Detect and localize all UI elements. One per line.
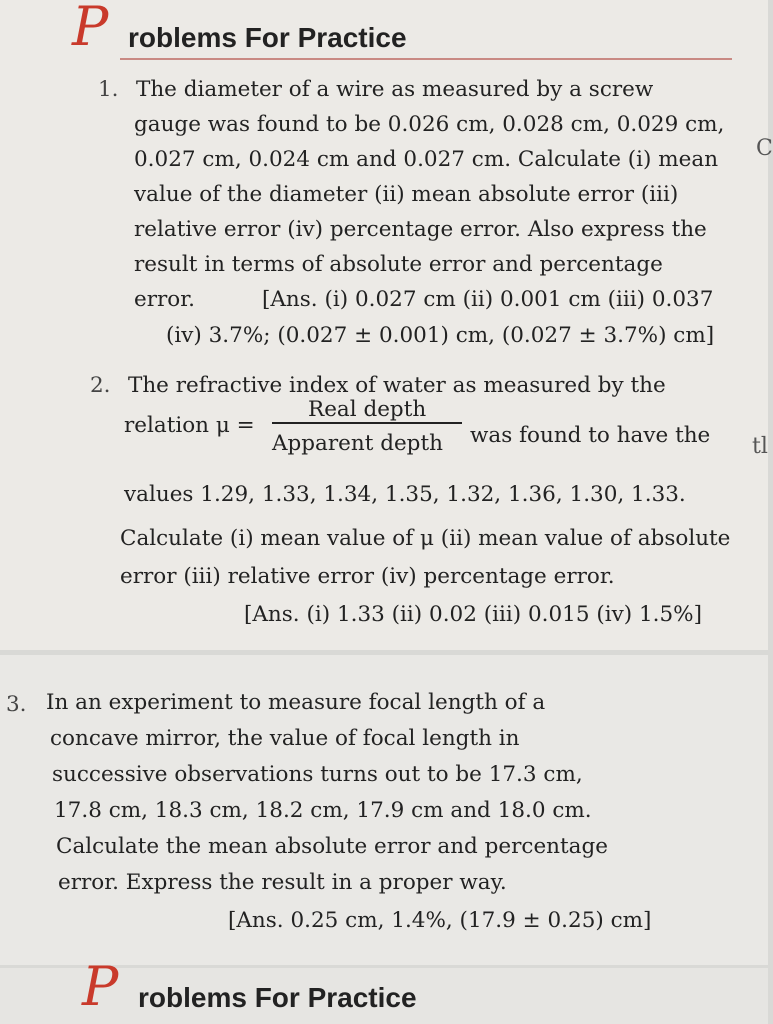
problem-text-line: 17.8 cm, 18.3 cm, 18.2 cm, 17.9 cm and 18.0 cm. — [54, 798, 592, 823]
problem-text-line: relative error (iv) percentage error. Also express the — [134, 217, 707, 242]
problem-text-line: values 1.29, 1.33, 1.34, 1.35, 1.32, 1.36, 1.30, 1.33. — [124, 482, 686, 507]
problem-text-line: gauge was found to be 0.026 cm, 0.028 cm, 0.029 cm, — [134, 112, 725, 137]
page-edge-letter: C — [756, 136, 773, 161]
heading-text: roblems For Practice — [138, 982, 417, 1013]
problem-number: 1. — [98, 77, 119, 102]
answer-line: [Ans. (i) 0.027 cm (ii) 0.001 cm (iii) 0.037 — [262, 287, 714, 312]
fraction-numerator: Real depth — [308, 397, 427, 422]
problem-text-line: was found to have the — [470, 423, 711, 448]
problem-text-line: result in terms of absolute error and percentage — [134, 252, 663, 277]
fraction-denominator: Apparent depth — [272, 431, 443, 456]
problem-text-line: error. — [134, 287, 195, 312]
answer-line: [Ans. 0.25 cm, 1.4%, (17.9 ± 0.25) cm] — [228, 908, 652, 933]
problem-text-line: concave mirror, the value of focal length in — [50, 726, 520, 751]
middle-page-panel — [0, 655, 768, 965]
problem-text-line: successive observations turns out to be 17.3 cm, — [52, 762, 583, 787]
problem-text-line: 0.027 cm, 0.024 cm and 0.027 cm. Calculate (i) mean — [134, 147, 719, 172]
problem-text-line: The refractive index of water as measured by the — [128, 373, 666, 398]
page-edge-letter: tl — [752, 434, 768, 459]
relation-label: relation μ = — [124, 413, 255, 438]
problem-number: 3. — [6, 692, 27, 717]
refractive-index-fraction — [272, 392, 462, 460]
problem-text-line: error (iii) relative error (iv) percentage error. — [120, 564, 615, 589]
heading-underline — [120, 58, 732, 60]
heading-decorative-letter: P — [72, 0, 109, 58]
answer-line: (iv) 3.7%; (0.027 ± 0.001) cm, (0.027 ± 3.7%) cm] — [166, 323, 715, 348]
problem-text-line: Calculate (i) mean value of μ (ii) mean value of absolute — [120, 526, 731, 551]
problem-text-line: error. Express the result in a proper way. — [58, 870, 507, 895]
problem-text-line: In an experiment to measure focal length of a — [46, 690, 546, 715]
heading-text: roblems For Practice — [128, 22, 407, 53]
problem-number: 2. — [90, 373, 111, 398]
bottom-page-panel — [0, 955, 768, 1024]
heading-decorative-letter: P — [82, 955, 119, 1018]
answer-line: [Ans. (i) 1.33 (ii) 0.02 (iii) 0.015 (iv) 1.5%] — [244, 602, 702, 627]
problem-text-line: The diameter of a wire as measured by a screw — [136, 77, 654, 102]
problem-text-line: value of the diameter (ii) mean absolute error (iii) — [134, 182, 679, 207]
problem-text-line: Calculate the mean absolute error and percentage — [56, 834, 608, 859]
fraction-bar — [272, 422, 462, 424]
